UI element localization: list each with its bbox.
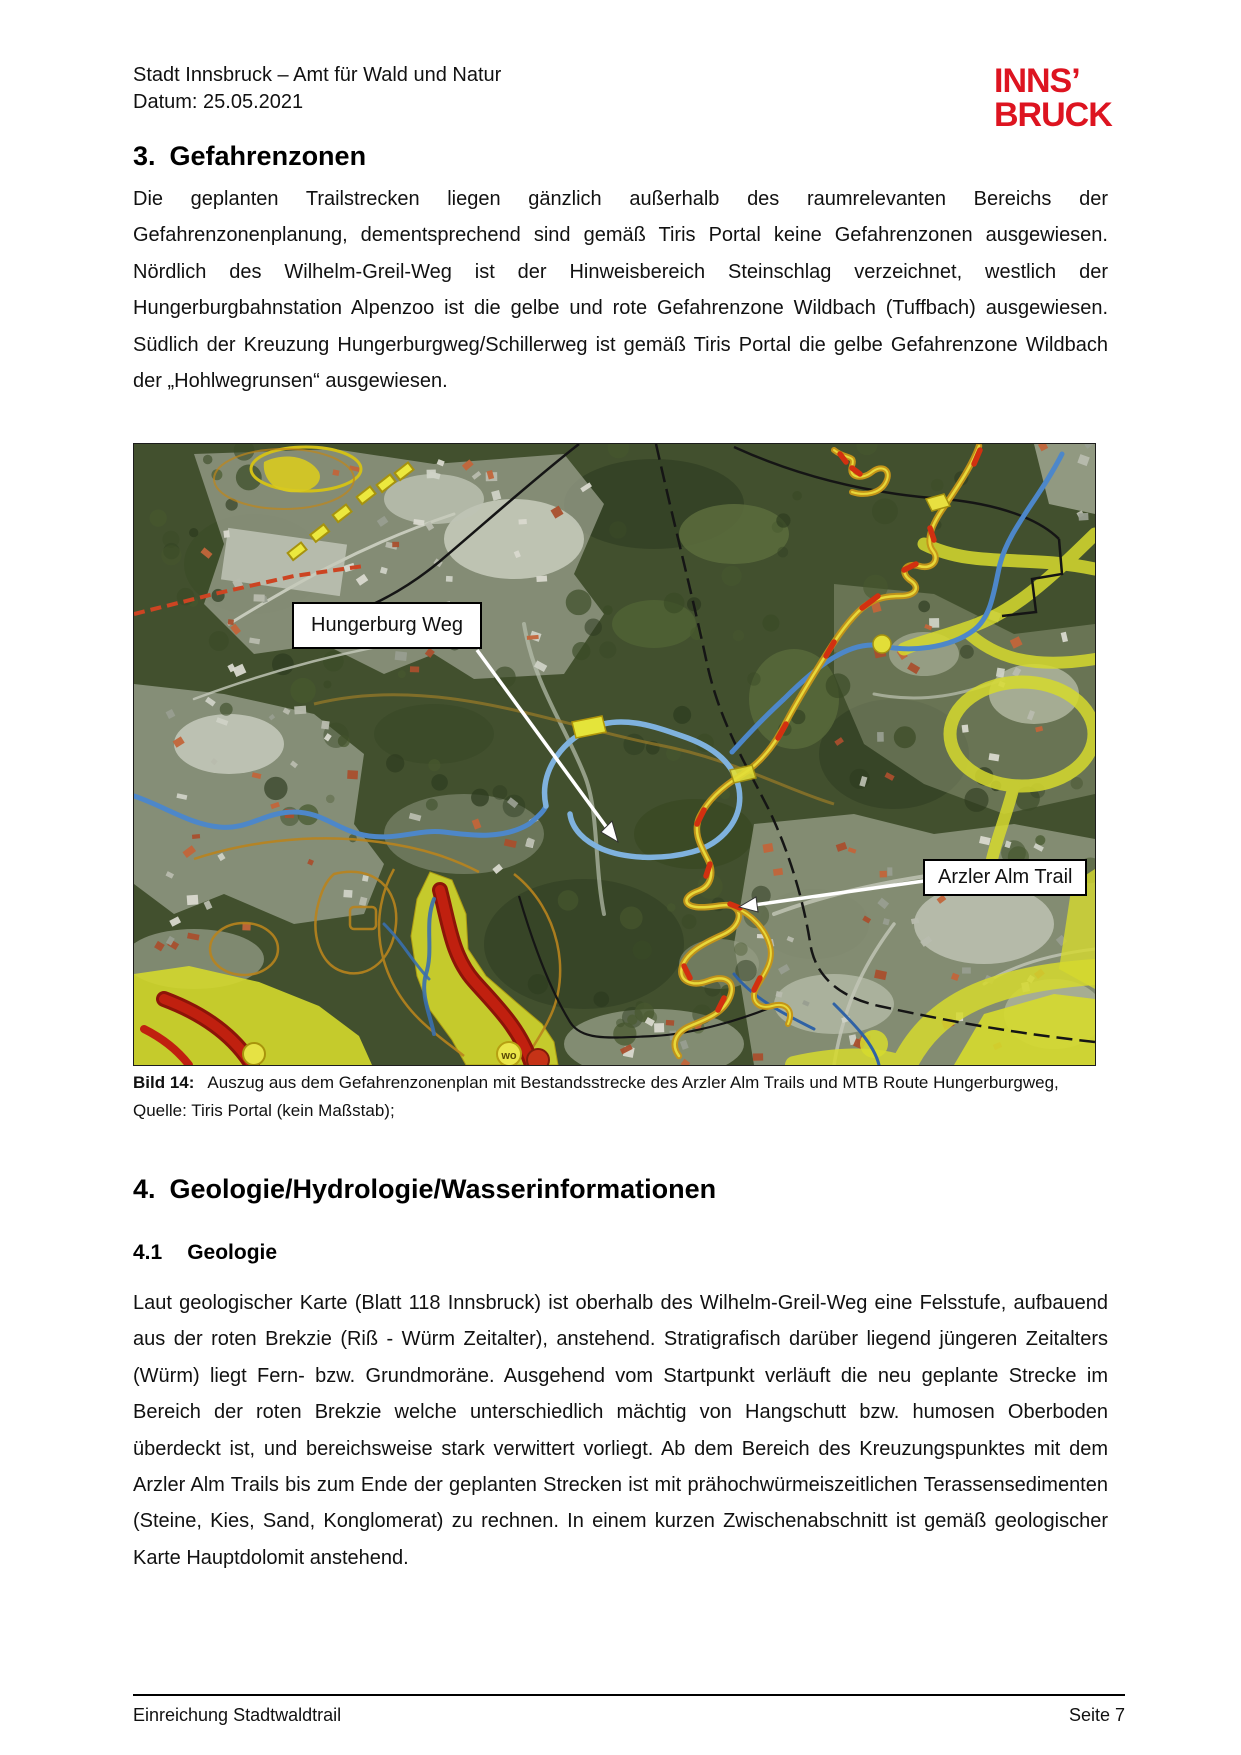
section4-number: 4. (133, 1174, 156, 1204)
section41-paragraph: Laut geologischer Karte (Blatt 118 Innsbruck) ist oberhalb des Wilhelm-Greil-Weg eine Felsstufe, aufbauend aus der roten Brekzie (Riß - Würm Zeitalter), anstehend. Stratigrafisch darüber liegend jüngeren Zeitalters (Würm) liegt Fern- bzw. Grundmoräne. Ausgehend vom Startpunkt verläuft die neu geplante Strecke im Bereich der roten Brekzie welche unterschiedlich mächtig von Hangschutt bzw. humosen Oberboden überdeckt ist, und bereichsweise stark verwittert vorliegt. Ab dem Bereich des Kreuzungspunktes mit dem Arzler Alm Trails bis zum Ende der geplanten Strecken ist mit prähochwürmeiszeitlichen Terassensedimenten (Steine, Kies, Sand, Konglomerat) zu rechnen. In einem kurzen Zwischenabschnitt ist gemäß geologischer Karte Hauptdolomit anstehend. (133, 1292, 1108, 1569)
section41-heading (133, 1241, 277, 1265)
section4-title: Geologie/Hydrologie/Wasserinformationen (169, 1174, 717, 1204)
header-line2: Datum: 25.05.2021 (133, 91, 304, 113)
section3-heading (133, 141, 366, 172)
figure-caption (133, 1069, 1108, 1125)
map-label-arzler-alm-trail: Arzler Alm Trail (923, 859, 1087, 896)
section41-number: 4.1 (133, 1241, 163, 1264)
map-label-hungerburg-weg: Hungerburg Weg (292, 602, 482, 649)
innsbruck-logo (994, 64, 1112, 132)
footer-left: Einreichung Stadtwaldtrail (133, 1705, 342, 1725)
wo-badge-text: wo (501, 1050, 517, 1062)
caption-label: Bild 14: (133, 1073, 195, 1092)
caption-text: Auszug aus dem Gefahrenzonenplan mit Bestandsstrecke des Arzler Alm Trails und MTB Route Hungerburgweg, Quelle: Tiris Portal (kein Maßstab); (133, 1073, 1059, 1120)
map-canvas (134, 444, 1095, 1065)
red-badge-circle (527, 1049, 549, 1065)
section41-title: Geologie (187, 1241, 278, 1264)
footer-right: Seite 7 (1068, 1705, 1125, 1725)
section4-heading (133, 1174, 716, 1205)
header-line1: Stadt Innsbruck – Amt für Wald und Natur (133, 64, 502, 86)
logo-line2: BRUCK (994, 96, 1112, 134)
page-footer (133, 1694, 1125, 1726)
logo-line1: INNS’ (994, 62, 1080, 100)
hazard-zone-map (133, 443, 1096, 1066)
section3-paragraph: Die geplanten Trailstrecken liegen gänzlich außerhalb des raumrelevanten Bereichs der Gefahrenzonenplanung, dementsprechend sind gemäß Tiris Portal keine Gefahrenzonen ausgewiesen. Nördlich des Wilhelm-Greil-Weg ist der Hinweisbereich Steinschlag verzeichnet, westlich der Hungerburgbahnstation Alpenzoo ist die gelbe und rote Gefahrenzone Wildbach (Tuffbach) ausgewiesen. Südlich der Kreuzung Hungerburgweg/Schillerweg ist gemäß Tiris Portal die gelbe Gefahrenzone Wildbach der „Hohlwegrunsen“ ausgewiesen. (133, 188, 1108, 393)
page-header (133, 62, 501, 116)
section3-title: Gefahrenzonen (169, 141, 367, 171)
section3-number: 3. (133, 141, 156, 171)
